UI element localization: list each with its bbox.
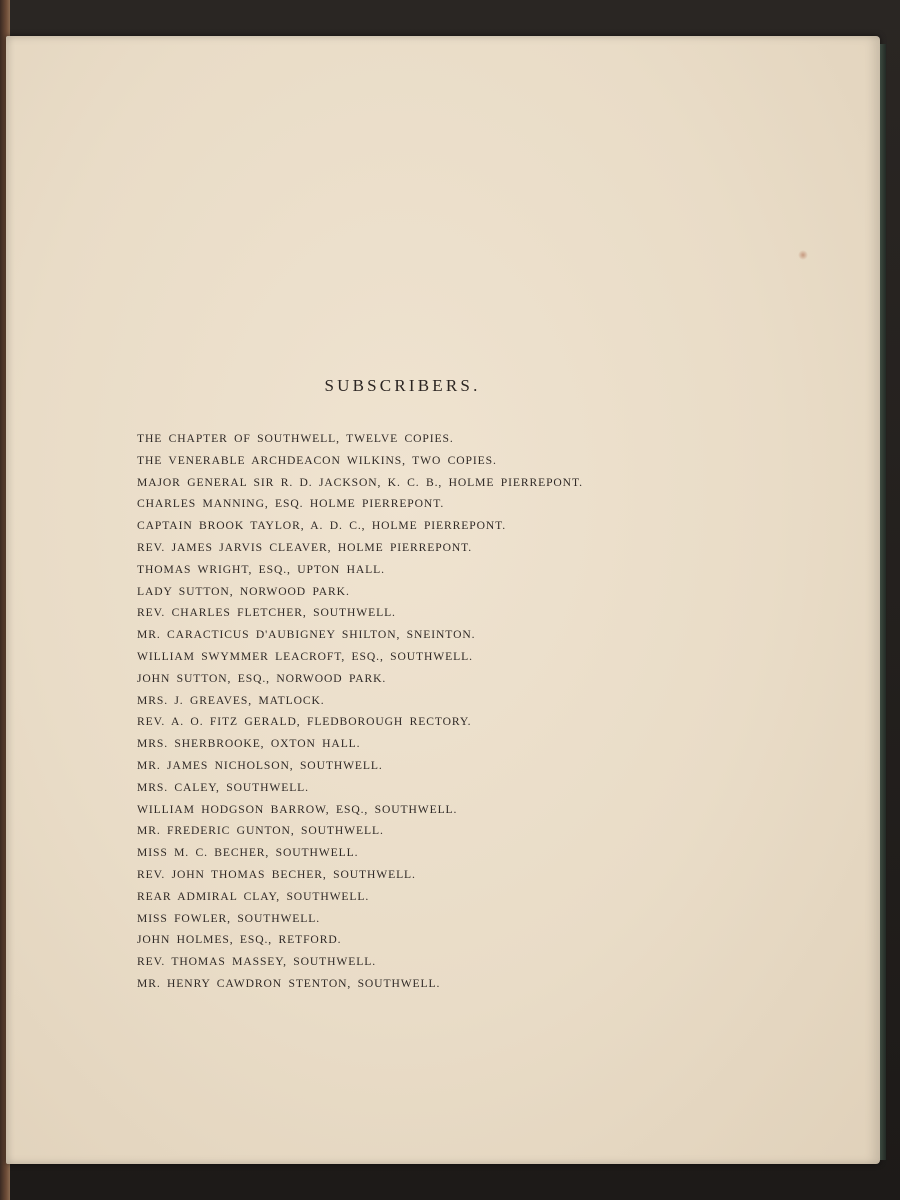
- subscriber-entry: REV. THOMAS MASSEY, SOUTHWELL.: [137, 955, 377, 969]
- subscriber-entry: LADY SUTTON, NORWOOD PARK.: [137, 584, 350, 598]
- page-heading: SUBSCRIBERS.: [324, 376, 481, 395]
- subscriber-entry: MR. FREDERIC GUNTON, SOUTHWELL.: [137, 824, 384, 838]
- subscriber-entry: JOHN HOLMES, ESQ., RETFORD.: [137, 933, 342, 947]
- subscriber-entry: MISS FOWLER, SOUTHWELL.: [137, 911, 321, 925]
- subscriber-entry: THE VENERABLE ARCHDEACON WILKINS, TWO COPIES.: [137, 453, 497, 467]
- subscriber-entry: REAR ADMIRAL CLAY, SOUTHWELL.: [137, 889, 370, 903]
- subscriber-entry: WILLIAM SWYMMER LEACROFT, ESQ., SOUTHWELL.: [137, 649, 473, 663]
- subscriber-entry: MRS. CALEY, SOUTHWELL.: [137, 780, 309, 794]
- foxing-spot: [798, 250, 808, 260]
- subscriber-entry: CAPTAIN BROOK TAYLOR, A. D. C., HOLME PIERREPONT.: [137, 519, 507, 533]
- subscriber-entry: MRS. SHERBROOKE, OXTON HALL.: [137, 737, 361, 751]
- subscriber-entry: MR. JAMES NICHOLSON, SOUTHWELL.: [137, 758, 383, 772]
- subscriber-entry: REV. CHARLES FLETCHER, SOUTHWELL.: [137, 606, 396, 620]
- subscriber-entry: CHARLES MANNING, ESQ. HOLME PIERREPONT.: [137, 497, 445, 511]
- subscriber-entry: MR. CARACTICUS D'AUBIGNEY SHILTON, SNEINTON.: [137, 628, 476, 642]
- book-page: [6, 36, 880, 1164]
- subscriber-entry: MRS. J. GREAVES, MATLOCK.: [137, 693, 325, 707]
- subscriber-entry: THOMAS WRIGHT, ESQ., UPTON HALL.: [137, 562, 385, 576]
- book-cover-edge: [880, 44, 886, 1160]
- subscriber-entry: WILLIAM HODGSON BARROW, ESQ., SOUTHWELL.: [137, 802, 458, 816]
- subscriber-list: [137, 428, 697, 995]
- subscriber-entry: MR. HENRY CAWDRON STENTON, SOUTHWELL.: [137, 976, 441, 990]
- subscriber-entry: JOHN SUTTON, ESQ., NORWOOD PARK.: [137, 671, 387, 685]
- subscriber-entry: MISS M. C. BECHER, SOUTHWELL.: [137, 846, 359, 860]
- subscriber-entry: THE CHAPTER OF SOUTHWELL, TWELVE COPIES.: [137, 432, 454, 445]
- subscriber-entry: REV. A. O. FITZ GERALD, FLEDBOROUGH RECTORY.: [137, 715, 472, 729]
- subscriber-entry: REV. JOHN THOMAS BECHER, SOUTHWELL.: [137, 867, 416, 881]
- subscriber-entry: REV. JAMES JARVIS CLEAVER, HOLME PIERREPONT.: [137, 540, 473, 554]
- subscriber-entry: MAJOR GENERAL SIR R. D. JACKSON, K. C. B., HOLME PIERREPONT.: [137, 475, 583, 489]
